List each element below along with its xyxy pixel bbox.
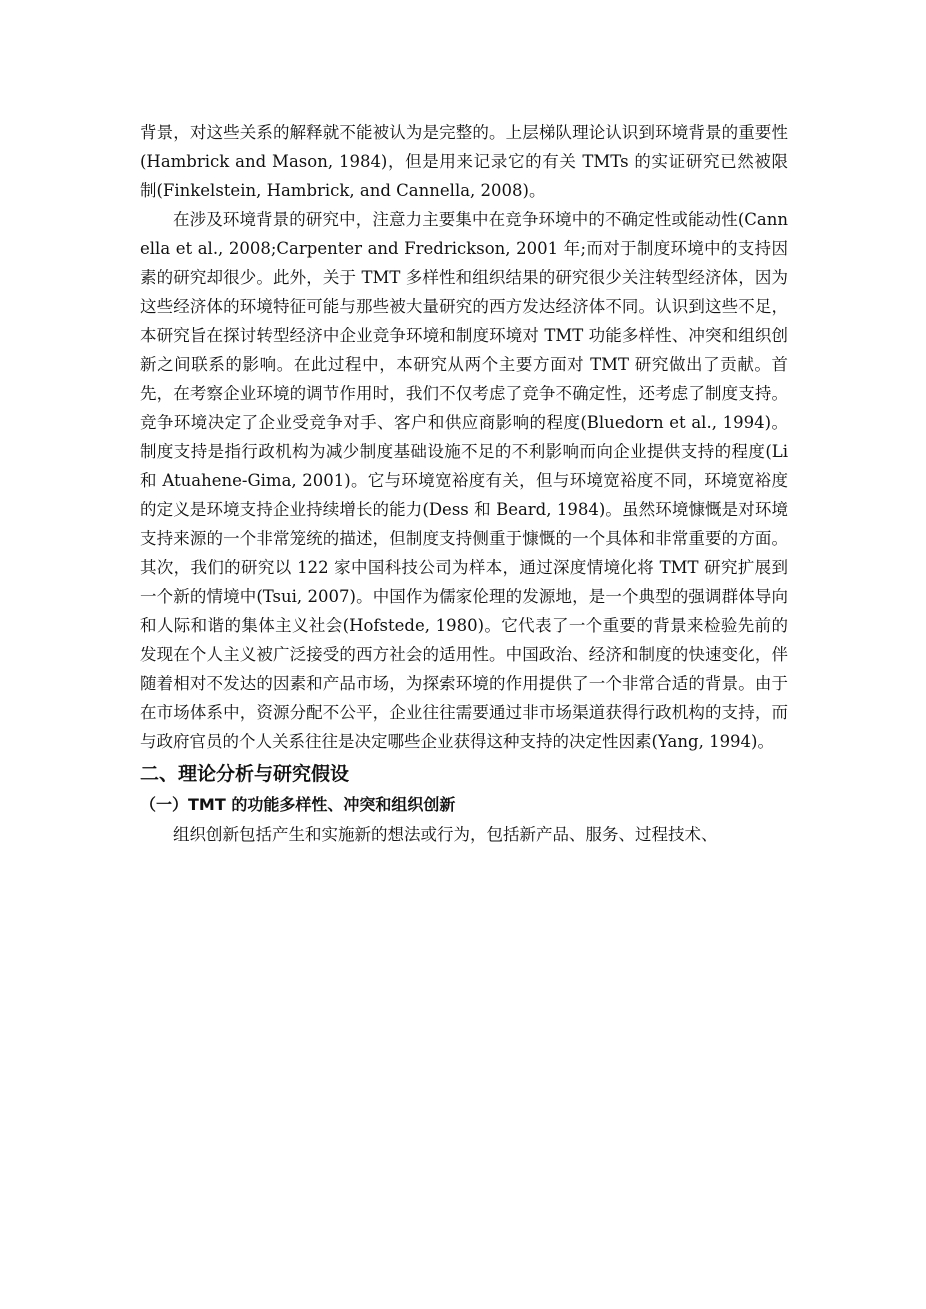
document-page xyxy=(140,118,788,849)
section-heading: 二、理论分析与研究假设 xyxy=(140,763,350,785)
subsection-heading: （一）TMT 的功能多样性、冲突和组织创新 xyxy=(140,795,456,814)
paragraph-continuation: 背景，对这些关系的解释就不能被认为是完整的。上层梯队理论认识到环境背景的重要性(Hambrick and Mason, 1984)，但是用来记录它的有关 TMTs 的实证研究已然被限制(Finkelstein, Hambrick, and Cannella, 2008)。 xyxy=(140,123,788,200)
paragraph-organizational-innovation: 组织创新包括产生和实施新的想法或行为，包括新产品、服务、过程技术、 xyxy=(173,825,718,844)
paragraph-environment-context: 在涉及环境背景的研究中，注意力主要集中在竞争环境中的不确定性或能动性(Cannella et al., 2008;Carpenter and Fredrickson, 2001 年;而对于制度环境中的支持因素的研究却很少。此外，关于 TMT 多样性和组织结果的研究很少关注转型经济体，因为这些经济体的环境特征可能与那些被大量研究的西方发达经济体不同。认识到这些不足，本研究旨在探讨转型经济中企业竞争环境和制度环境对 TMT 功能多样性、冲突和组织创新之间联系的影响。在此过程中，本研究从两个主要方面对 TMT 研究做出了贡献。首先，在考察企业环境的调节作用时，我们不仅考虑了竞争不确定性，还考虑了制度支持。竞争环境决定了企业受竞争对手、客户和供应商影响的程度(Bluedorn et al., 1994)。制度支持是指行政机构为减少制度基础设施不足的不利影响而向企业提供支持的程度(Li 和 Atuahene-Gima, 2001)。它与环境宽裕度有关，但与环境宽裕度不同，环境宽裕度的定义是环境支持企业持续增长的能力(Dess 和 Beard, 1984)。虽然环境慷慨是对环境支持来源的一个非常笼统的描述，但制度支持侧重于慷慨的一个具体和非常重要的方面。其次，我们的研究以 122 家中国科技公司为样本，通过深度情境化将 TMT 研究扩展到一个新的情境中(Tsui, 2007)。中国作为儒家伦理的发源地，是一个典型的强调群体导向和人际和谐的集体主义社会(Hofstede, 1980)。它代表了一个重要的背景来检验先前的发现在个人主义被广泛接受的西方社会的适用性。中国政治、经济和制度的快速变化，伴随着相对不发达的因素和产品市场，为探索环境的作用提供了一个非常合适的背景。由于在市场体系中，资源分配不公平，企业往往需要通过非市场渠道获得行政机构的支持，而与政府官员的个人关系往往是决定哪些企业获得这种支持的决定性因素(Yang, 1994)。 xyxy=(140,210,788,751)
